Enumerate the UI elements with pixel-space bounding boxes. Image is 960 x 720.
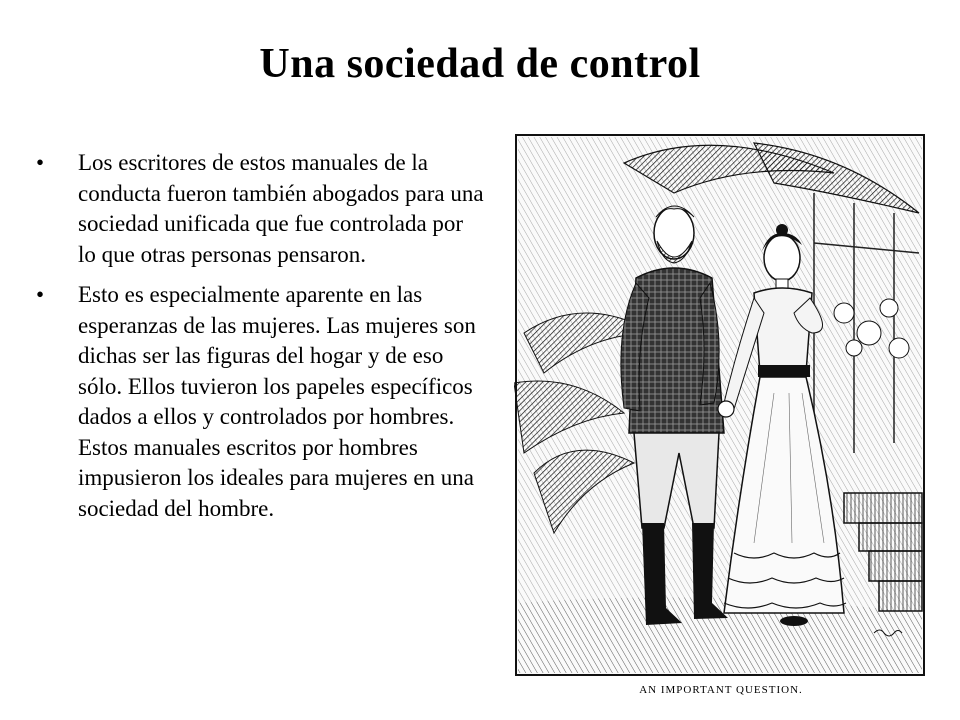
bullet-text-1: Los escritores de estos manuales de la conducta fueron también abogados para una sociedad unificada que fue controlada por lo que otras personas pensaron.: [78, 150, 484, 267]
couple-engraving: [514, 133, 928, 678]
slide-title: Una sociedad de control: [259, 41, 701, 87]
engraving-illustration: [514, 133, 928, 706]
bullet-list: [36, 148, 486, 534]
bullet-item-1: [36, 148, 486, 270]
illustration-caption: AN IMPORTANT QUESTION.: [639, 684, 803, 696]
bullet-marker: •: [36, 150, 45, 175]
bullet-item-2: [36, 280, 486, 524]
bullet-marker: •: [36, 282, 45, 307]
bullet-text-2: Esto es especialmente aparente en las esperanzas de las mujeres. Las mujeres son dichas ser las figuras del hogar y de eso sólo. Ellos tuvieron los papeles específicos dados a ellos y controlados por hombres. Estos manuales escritos por hombres impusieron los ideales para mujeres en una sociedad del hombre.: [78, 282, 476, 521]
